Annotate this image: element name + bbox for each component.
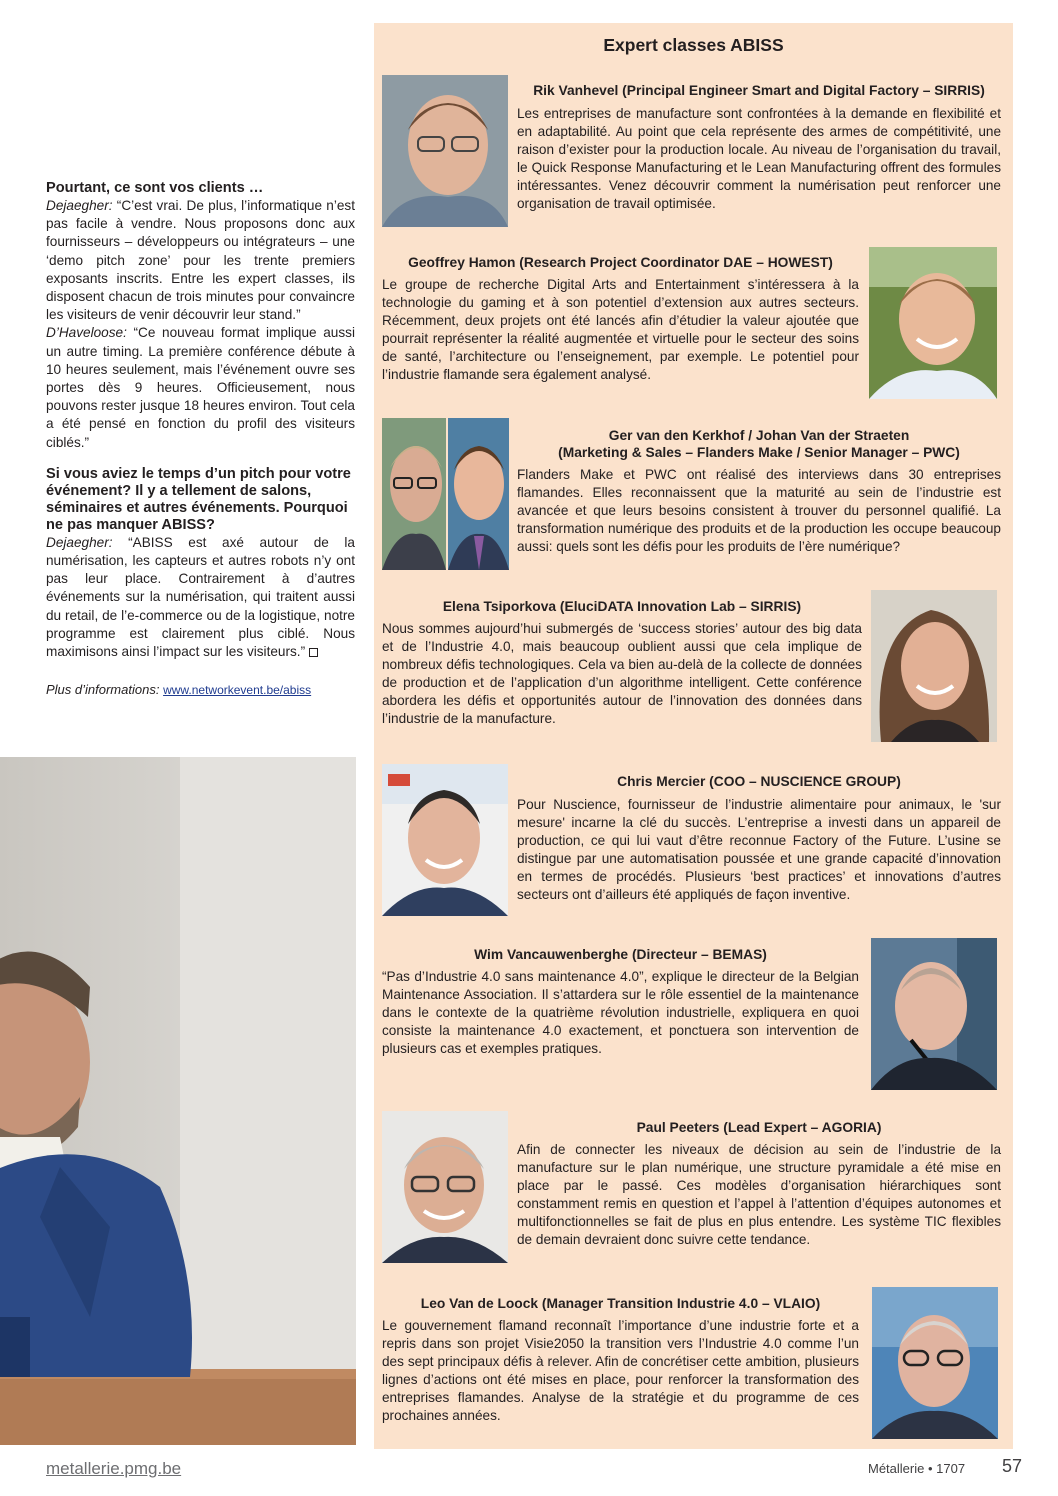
footer-magazine-issue: Métallerie • 1707 (868, 1461, 966, 1476)
answer-paragraph (46, 324, 355, 451)
expert-description: Afin de connecter les niveaux de décision au sein de l’industrie de la manufacture sur le plan numérique, une structure pyramidale a été mise en place par le passé. Ces modèles d’organisation hiérarchiques sont constamment remis en question et l’appel à l’attention d’équipes autonomes et multifonctionnelles se fait de plus en plus entendre. Les système TIC flexibles de demain devraient donc suivre cette tendance. (517, 1142, 1001, 1247)
speaker-photo (871, 590, 997, 742)
speaker-label: Dejaegher: (46, 198, 113, 213)
speaker-photo (448, 418, 509, 570)
speaker-photo (871, 938, 997, 1090)
expert-entry (517, 427, 1001, 556)
left-column (46, 180, 355, 712)
expert-description: “Pas d’Industrie 4.0 sans maintenance 4.0”, explique le directeur de la Belgian Maintenance Association. Il s’attardera sur le rôle essentiel de la maintenance dans le contexte de la quatrième révolution industrielle, expliquera en quoi consiste la maintenance 4.0 exactement, et ponctuera son intervention de plusieurs cas et exemples pratiques. (382, 969, 859, 1056)
interview-portrait-photo (0, 757, 356, 1445)
speaker-photo (872, 1287, 998, 1439)
answer-text: “Ce nouveau format implique aussi un autre timing. La première conférence débute à 10 heures seulement, mais l’événement ouvre ses portes dès 9 heures. Officieusement, nous pouvons rester jusque 18 heures environ. Tout cela a été pensé en fonction du profil des visiteurs ciblés.” (46, 325, 355, 450)
expert-name: Ger van den Kerkhof / Johan Van der Straeten (608, 428, 910, 443)
more-info (46, 681, 355, 699)
question-2: Si vous aviez le temps d’un pitch pour votre événement? Il y a tellement de salons, séminaires et autres événements. Pourquoi ne pas manquer ABISS? (46, 465, 351, 533)
expert-description: Pour Nuscience, fournisseur de l’industrie alimentaire pour animaux, le 'sur mesure' incarne la clé du succès. L’entreprise a investi dans un appareil de production, ce qui lui vaut d’être reconnue Factory of the Future. L’usine se distingue par une automatisation poussée et une grande capacité d’innovation en termes de procédés. Plusieurs ‘best practices’ et innovations d’autres secteurs ont d’ailleurs été appliqués de façon inventive. (517, 797, 1001, 902)
expert-name: Chris Mercier (COO – NUSCIENCE GROUP) (617, 774, 901, 789)
speaker-photo (382, 418, 446, 570)
answer-text: “ABISS est axé autour de la numérisation, les capteurs et autres robots n’y ont pas leur place. Contrairement à d’autres événements sur la numérisation, qui traitent aussi du retail, de l’e-commerce ou de la logistique, notre programme est clairement plus ciblé. Nous maximisons ainsi l’impact sur les visiteurs.” (46, 534, 355, 660)
expert-name: Paul Peeters (Lead Expert – AGORIA) (636, 1120, 882, 1135)
expert-entry (382, 946, 859, 1058)
answer-paragraph (46, 197, 355, 324)
expert-name: Rik Vanhevel (Principal Engineer Smart and Digital Factory – SIRRIS) (533, 83, 985, 98)
speaker-label: Dejaegher: (46, 534, 113, 550)
speaker-label: D’Haveloose: (46, 325, 127, 341)
answer-paragraph (46, 534, 355, 661)
expert-description: Le gouvernement flamand reconnaît l’importance d’une industrie forte et a repris dans son projet Visie2050 la transition vers l’Industrie 4.0 comme l’un des sept principaux défis à relever. Afin de concrétiser cette ambition, plusieurs lignes d’actions ont été mises en place, pour renforcer la transformation des entreprises flamandes. Analyse de la stratégie et du programme de ces prochaines années. (382, 1318, 859, 1423)
expert-entry (517, 82, 1001, 213)
expert-description: Le groupe de recherche Digital Arts and Entertainment s’intéressera à la technologie du gaming et à son potentiel d’extension aux autres secteurs. Récemment, deux projets ont été lancés afin d’étudier la valeur ajoutée que pourrait représenter la réalité augmentée et virtuelle pour le secteur des soins de santé, l’architecture ou l’enseignement, par exemple. Le potentiel pour l’industrie flamande sera également analysé. (382, 277, 859, 382)
expert-description: Les entreprises de manufacture sont confrontées à la demande en flexibilité et en adaptabilité. Au point que cela représente des armes de compétitivité, une raison d’exister pour la production locale. Au niveau de l’organisation du travail, le Quick Response Manufacturing et le Lean Manufacturing offrent des formules intéressantes. Venez découvrir comment la numérisation peut renforcer une organisation de travail optimisée. (517, 106, 1001, 211)
expert-entry (382, 254, 859, 384)
speaker-photo (382, 1111, 508, 1263)
expert-entry (517, 773, 1001, 904)
footer-website-link[interactable]: metallerie.pmg.be (46, 1459, 182, 1478)
answer-text: “C’est vrai. De plus, l’informatique n’est pas facile à vendre. Nous proposons donc aux fournisseurs – développeurs ou intégrateurs – une ‘demo pitch zone’ pour les trente premiers exposants inscrits. Entre les expert classes, ils disposent chacun de trois minutes pour convaincre les visiteurs de venir découvrir leur stand.” (46, 198, 355, 323)
expert-classes-box (374, 23, 1013, 1449)
box-title: Expert classes ABISS (603, 35, 784, 55)
page-number: 57 (1002, 1456, 1023, 1476)
expert-description: Nous sommes aujourd’hui submergés de ‘success stories’ autour des big data et de l’Industrie 4.0, mais beaucoup oublient aussi que cela implique de nombreux défis technologiques. Cela va bien au-delà de la collecte de données de production et de l’application d’un algorithme intelligent. Cette conférence abordera les défis et opportunités autour de l’innovation des données dans l’industrie de la manufacture. (382, 621, 862, 726)
expert-name: Wim Vancauwenberghe (Directeur – BEMAS) (474, 947, 767, 962)
expert-description: Flanders Make et PWC ont réalisé des interviews dans 30 entreprises flamandes. Elles reconnaissent que la maturité au sein de l’industrie est avancée et que leurs besoins consistent à trouver du personnel qualifié. La transformation numérique des produits et de la production les occupe beaucoup aussi: quels sont les défis pour les produits de l’ère numérique? (517, 467, 1001, 554)
more-info-link[interactable]: www.networkevent.be/abiss (163, 683, 312, 698)
expert-name: Leo Van de Loock (Manager Transition Industrie 4.0 – VLAIO) (420, 1296, 821, 1311)
expert-entry (382, 598, 862, 728)
speaker-photo (382, 75, 508, 227)
expert-role: (Marketing & Sales – Flanders Make / Senior Manager – PWC) (558, 445, 960, 460)
more-info-label: Plus d’informations: (46, 682, 164, 698)
expert-entry (382, 1295, 859, 1425)
expert-name: Geoffrey Hamon (Research Project Coordinator DAE – HOWEST) (408, 255, 833, 270)
question-1: Pourtant, ce sont vos clients … (46, 180, 264, 196)
end-mark-icon (309, 648, 318, 657)
speaker-photo (382, 764, 508, 916)
speaker-photo (869, 247, 997, 399)
expert-name: Elena Tsiporkova (EluciDATA Innovation Lab – SIRRIS) (442, 599, 802, 614)
expert-entry (517, 1119, 1001, 1249)
